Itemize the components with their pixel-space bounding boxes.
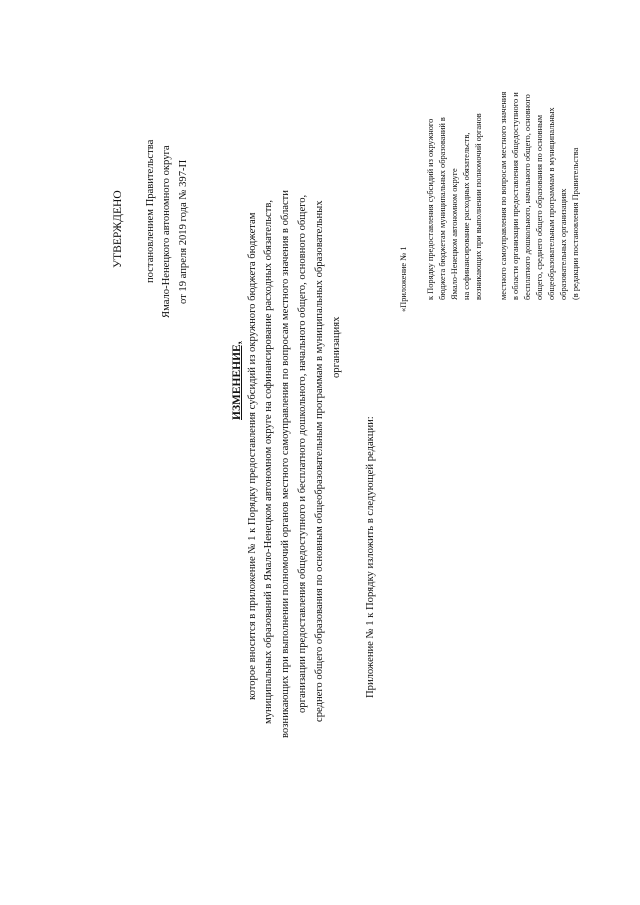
appendix-line: бюджета бюджетам муниципальных образований в: [438, 117, 447, 300]
subtitle-line: возникающих при выполнении полномочий органов местного самоуправления по вопросам местного значения в области: [280, 190, 291, 738]
appendix-line: общеобразовательным программам в муниципальных: [547, 107, 556, 300]
instruction-text: Приложение № 1 к Порядку изложить в следующей редакции:: [365, 416, 376, 698]
approval-line: от 19 апреля 2019 года № 397-П: [178, 159, 189, 304]
subtitle-line: среднего общего образования по основным общеобразовательным программам в муниципальных образовательных: [314, 200, 325, 722]
appendix-line: к Порядку предоставления субсидий из окружного: [426, 118, 435, 300]
document-title: ИЗМЕНЕНИЕ,: [231, 341, 243, 420]
appendix-line: Ямало-Ненецком автономном округе: [450, 168, 459, 300]
appendix-line: возникающих при выполнении полномочий органов: [474, 113, 483, 300]
approval-line: Ямало-Ненецкого автономного округа: [161, 145, 172, 318]
appendix-line: местного самоуправления по вопросам местного значения: [499, 91, 508, 300]
appendix-line: на софинансирование расходных обязательств,: [462, 132, 471, 300]
appendix-label: «Приложение № 1: [399, 246, 408, 312]
appendix-line: общего, среднего общего образования по основным: [535, 115, 544, 300]
appendix-line: бесплатного дошкольного, начального общего, основного: [523, 94, 532, 300]
approval-line: постановлением Правительства: [145, 139, 156, 283]
subtitle-line: организации предоставления общедоступного и бесплатного дошкольного, начального общего, основного общего,: [297, 194, 308, 713]
subtitle-line: организациях: [331, 316, 342, 378]
appendix-line: образовательных организациях: [559, 188, 568, 300]
appendix-line: (в редакции постановления Правительства: [571, 147, 580, 300]
subtitle-line: муниципальных образований в Ямало-Ненецком автономном округе на софинансирование расходных обязательств,: [263, 199, 274, 724]
appendix-line: в области организации предоставления общедоступного и: [511, 92, 520, 300]
approval-heading: УТВЕРЖДЕНО: [112, 190, 124, 268]
subtitle-line: которое вносится в приложение № 1 к Порядку предоставления субсидий из окружного бюджета бюджетам: [247, 212, 258, 700]
